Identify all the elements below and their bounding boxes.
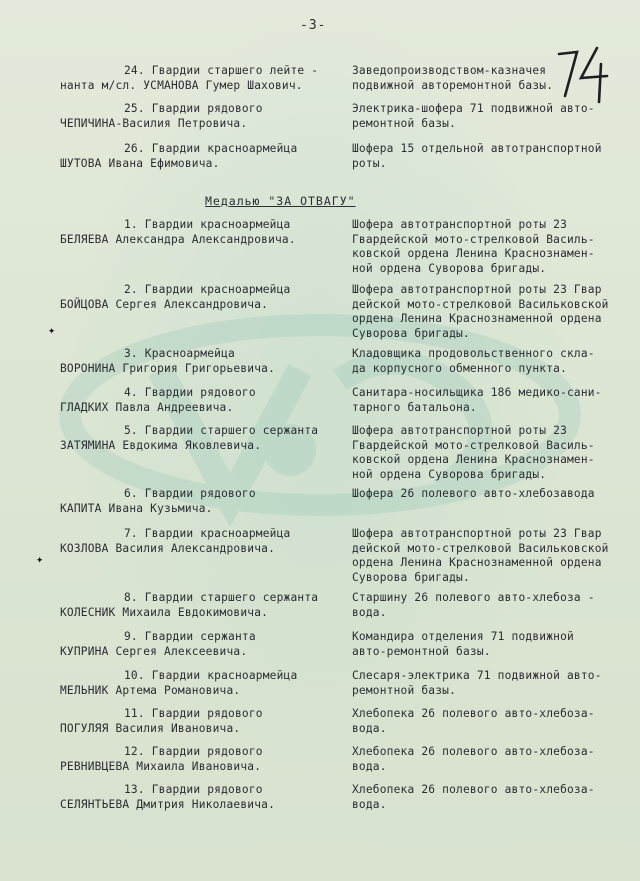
recipient-duty: Кладовщика продовольственного скла- да корпусного обменного пункта. [352,347,595,375]
recipient-rank: 3. Красноармейца [124,347,235,360]
recipient-rank: 2. Гвардии красноармейца [124,283,291,296]
recipient-name-block [60,783,345,812]
recipient-name: БОЙЦОВА Сергея Александровича. [60,297,269,311]
recipient-name-block [60,669,345,698]
recipient-rank: 7. Гвардии красноармейца [124,527,291,540]
recipient-name-block [60,283,345,312]
recipient-rank: 8. Гвардии старшего сержанта [124,591,319,604]
recipient-name: ГЛАДКИХ Павла Андреевича. [60,400,234,414]
section-heading: Медалью "ЗА ОТВАГУ" [205,194,356,208]
recipient-name-block [60,386,345,415]
recipient-rank: 12. Гвардии рядового [124,745,263,758]
page-number: -3- [300,18,327,33]
recipient-rank: 4. Гвардии рядового [124,386,256,399]
recipient-rank: 5. Гвардии старшего сержанта [124,424,319,437]
recipient-rank: 9. Гвардии сержанта [124,630,256,643]
recipient-duty: Слесаря-электрика 71 подвижной авто- ремонтной базы. [352,669,602,697]
recipient-name: МЕЛЬНИК Артема Романовича. [60,683,241,697]
recipient-duty: Командира отделения 71 подвижной авто-ремонтной базы. [352,630,574,658]
recipient-duty: Шофера автотранспортной роты 23 Гвардейской мото-стрелковой Василь- ковской ордена Ленина Краснознамен- ной ордена Суворова бригады. [352,218,595,275]
recipient-name: РЕВНИВЦЕВА Михаила Ивановича. [60,759,262,773]
margin-mark: ✦ [48,323,56,337]
recipient-duty: Шофера автотранспортной роты 23 Гвар дейской мото-стрелковой Васильковской ордена Ленина Краснознаменной ордена Суворова бригады. [352,527,609,584]
recipient-duty: Шофера автотранспортной роты 23 Гвар дейской мото-стрелковой Васильковской ордена Ленина Краснознаменной ордена Суворова бригады. [352,283,609,340]
recipient-name-block [60,591,345,620]
recipient-duty: Хлебопека 26 полевого авто-хлебоза- вода. [352,707,595,735]
recipient-rank: 11. Гвардии рядового [124,707,263,720]
recipient-rank: 10. Гвардии красноармейца [124,669,298,682]
recipient-name-block [60,745,345,774]
recipient-name-block [60,707,345,736]
margin-mark: ✦ [36,552,44,566]
recipient-name-block [60,64,345,93]
recipient-name-block [60,102,345,131]
recipient-rank: 13. Гвардии рядового [124,783,263,796]
recipient-duty: Шофера 15 отдельной автотранспортной роты. [352,142,602,170]
recipient-duty: Хлебопека 26 полевого авто-хлебоза- вода. [352,783,595,811]
recipient-name: КОЛЕСНИК Михаила Евдокимовича. [60,605,269,619]
recipient-duty: Хлебопека 26 полевого авто-хлебоза- вода. [352,745,595,773]
recipient-duty: Санитара-носильщика 186 медико-сани- тарного батальона. [352,386,602,414]
recipient-name: КАПИТА Ивана Кузьмича. [60,501,213,515]
recipient-duty: Старшину 26 полевого авто-хлебоза - вода. [352,591,595,619]
recipient-name: ЧЕПИЧИНА-Василия Петровича. [60,116,248,130]
recipient-rank: 25. Гвардии рядового [124,102,263,115]
recipient-duty: Заведопроизводством-казначея подвижной авторемонтной базы. [352,64,554,92]
recipient-name-block [60,142,345,171]
recipient-name: СЕЛЯНТЬЕВА Дмитрия Николаевича. [60,797,275,811]
recipient-rank: 1. Гвардии красноармейца [124,218,291,231]
recipient-name: ПОГУЛЯЯ Василия Ивановича. [60,721,241,735]
recipient-name-block [60,527,345,556]
recipient-name: ВОРОНИНА Григория Григорьевича. [60,361,275,375]
recipient-name-block [60,424,345,453]
recipient-name-block [60,218,345,247]
recipient-name: БЕЛЯЕВА Александра Александровича. [60,232,296,246]
recipient-name-block [60,630,345,659]
recipient-rank: 26. Гвардии красноармейца [124,142,298,155]
recipient-name-block [60,487,345,516]
recipient-name: ЗАТЯМИНА Евдокима Яковлевича. [60,438,262,452]
recipient-rank: 6. Гвардии рядового [124,487,256,500]
recipient-duty: Шофера 26 полевого авто-хлебозавода [352,487,595,500]
recipient-name: КУПРИНА Сергея Алексеевича. [60,644,248,658]
recipient-name-block [60,347,345,376]
recipient-name: КОЗЛОВА Василия Александровича. [60,541,275,555]
recipient-name: ШУТОВА Ивана Ефимовича. [60,156,220,170]
recipient-duty: Электрика-шофера 71 подвижной авто- ремонтной базы. [352,102,595,130]
recipient-rank: 24. Гвардии старшего лейте - [124,64,319,77]
recipient-name: нанта м/сл. УСМАНОВА Гумер Шахович. [60,78,303,92]
recipient-duty: Шофера автотранспортной роты 23 Гвардейской мото-стрелковой Василь- ковской ордена Ленина Краснознамен- ной ордена Суворова бригады. [352,424,595,481]
